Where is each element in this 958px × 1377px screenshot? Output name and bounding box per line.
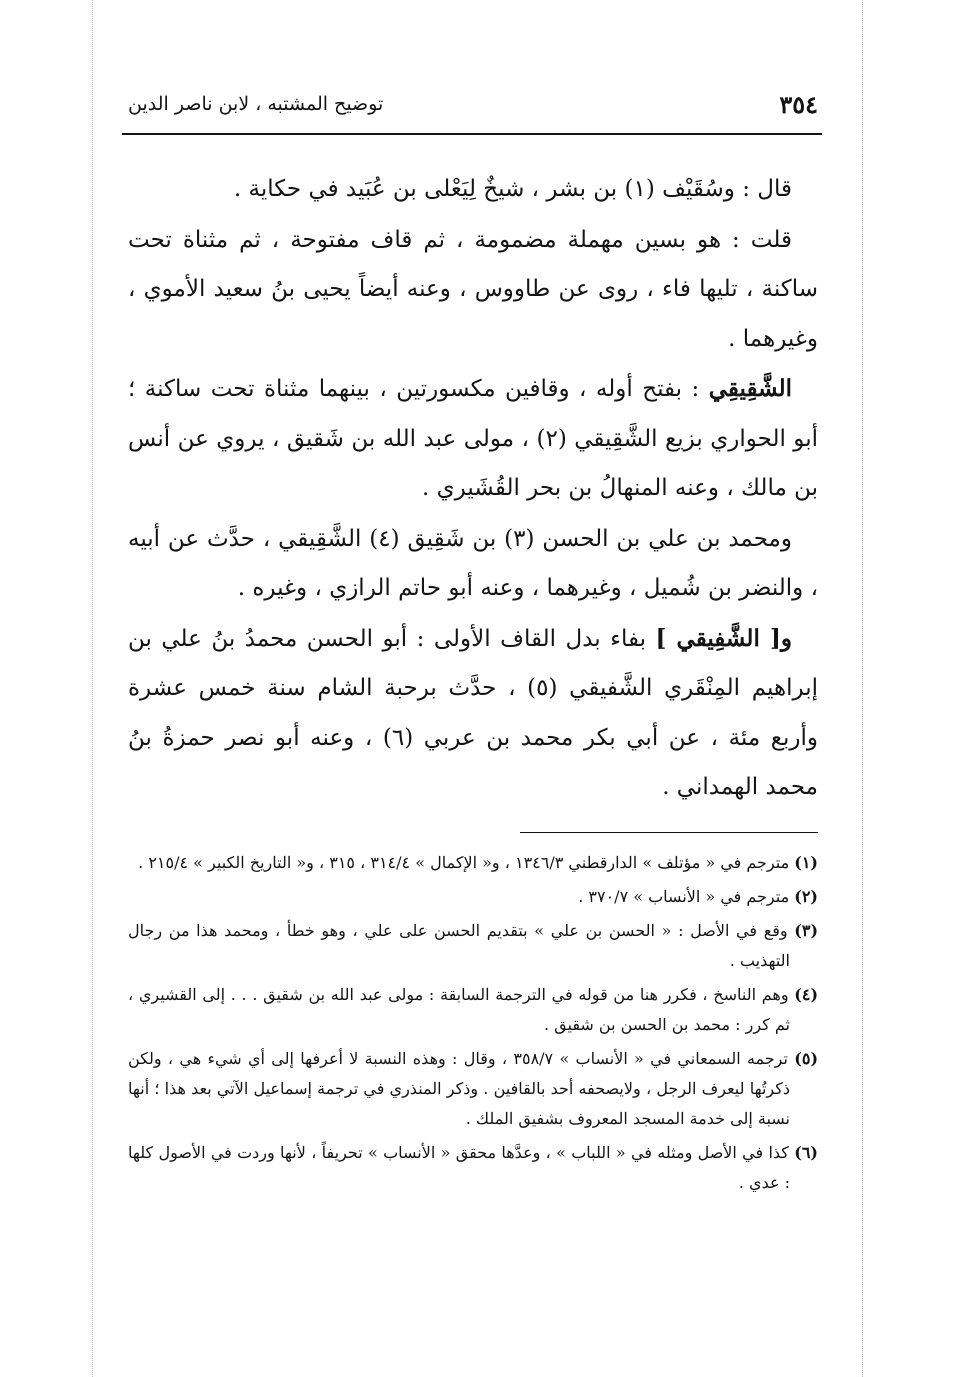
footnote-number: (٣) <box>794 921 819 940</box>
entry-text: قال : وسُقَيْف (١) بن بشر ، شيخٌ لِيَعْلى بن عُبَيد في حكاية . <box>233 176 792 202</box>
scan-dots-left <box>92 0 93 1377</box>
footnote-text: مترجم في « مؤتلف » الدارقطني ١٣٤٦/٣ ، و« الإكمال » ٣١٤/٤ ، ٣١٥ ، و« التاريخ الكبير » ٢١٥/٤ . <box>138 853 790 872</box>
footnote-text: ترجمه السمعاني في « الأنساب » ٣٥٨/٧ ، وقال : وهذه النسبة لا أعرفها إلى أي شيء هي ، ولكن ذكرتُها ليعرف الرجل ، ولايصحفه أحد بالقافين . وذكر المنذري في ترجمة إسماعيل الآتي بعد هذا ؛ أنها نسبة إلى خدمة المسجد المعروف بشفيق الملك . <box>128 1049 790 1128</box>
page-header <box>128 84 818 124</box>
entry-heading: و[ الشَّفِيقي ] <box>655 624 792 652</box>
footnote-number: (٢) <box>794 887 818 906</box>
footnotes <box>128 848 818 1202</box>
footnote <box>128 882 818 912</box>
entry-text: : بفتح أوله ، وقافين مكسورتين ، بينهما مثناة تحت ساكنة ؛ أبو الحواري بزيع الشَّقِيقي (٢) ، مولى عبد الله بن شَقيق ، يروي عن أنس بن مالك ، وعنه المنهالُ بن بحر القُشَيري . <box>128 376 818 501</box>
page-number: ٣٥٤ <box>779 89 818 119</box>
entry-heading: الشَّقِيقِي <box>708 375 792 402</box>
entry-paragraph <box>128 514 818 614</box>
footnote <box>128 980 818 1040</box>
footnote-text: وقع في الأصل : « الحسن بن علي » بتقديم الحسن على علي ، وهو خطأ ، ومحمد هذا من رجال التهذيب . <box>128 921 790 970</box>
footnote <box>128 848 818 878</box>
footnote-text: وهم الناسخ ، فكرر هنا من قوله في الترجمة السابقة : مولى عبد الله بن شقيق . . . إلى القشيري ، ثم كرر : محمد بن الحسن بن شقيق . <box>128 985 790 1034</box>
entry-paragraph <box>128 614 818 813</box>
entry-paragraph <box>128 164 818 215</box>
main-text <box>128 164 818 813</box>
header-rule <box>122 133 822 135</box>
footnote <box>128 916 818 976</box>
footnote-number: (٥) <box>794 1049 819 1068</box>
entry-paragraph <box>128 215 818 365</box>
scan-dots-right <box>862 0 863 1377</box>
footnote <box>128 1138 818 1198</box>
footnote-number: (٤) <box>794 985 819 1004</box>
footnote <box>128 1044 818 1134</box>
footnote-rule <box>520 832 818 833</box>
footnote-text: كذا في الأصل ومثله في « اللباب » ، وعدَّها محقق « الأنساب » تحريفاً ، لأنها وردت في الأصول كلها : عدي . <box>128 1143 790 1192</box>
entry-text: ومحمد بن علي بن الحسن (٣) بن شَقِيق (٤) الشَّقِيقي ، حدَّث عن أبيه ، والنضر بن شُميل ، وغيرهما ، وعنه أبو حاتم الرازي ، وغيره . <box>128 525 818 601</box>
footnote-number: (١) <box>794 853 818 872</box>
footnote-text: مترجم في « الأنساب » ٣٧٠/٧ . <box>578 887 790 906</box>
entry-paragraph <box>128 364 818 514</box>
running-title: توضيح المشتبه ، لابن ناصر الدين <box>128 93 384 115</box>
footnote-number: (٦) <box>794 1143 818 1162</box>
entry-text: بفاء بدل القاف الأولى : أبو الحسن محمدُ بنُ علي بن إبراهيم المِنْقَري الشَّفيقي (٥) ، حدَّث برحبة الشام سنة خمس عشرة وأربع مئة ، عن أبي بكر محمد بن عربي (٦) ، وعنه أبو نصر حمزةُ بنُ محمد الهمداني . <box>128 625 819 800</box>
entry-text: قلت : هو بسين مهملة مضمومة ، ثم قاف مفتوحة ، ثم مثناة تحت ساكنة ، تليها فاء ، روى عن طاووس ، وعنه أيضاً يحيى بنُ سعيد الأموي ، وغيرهما . <box>128 226 818 352</box>
